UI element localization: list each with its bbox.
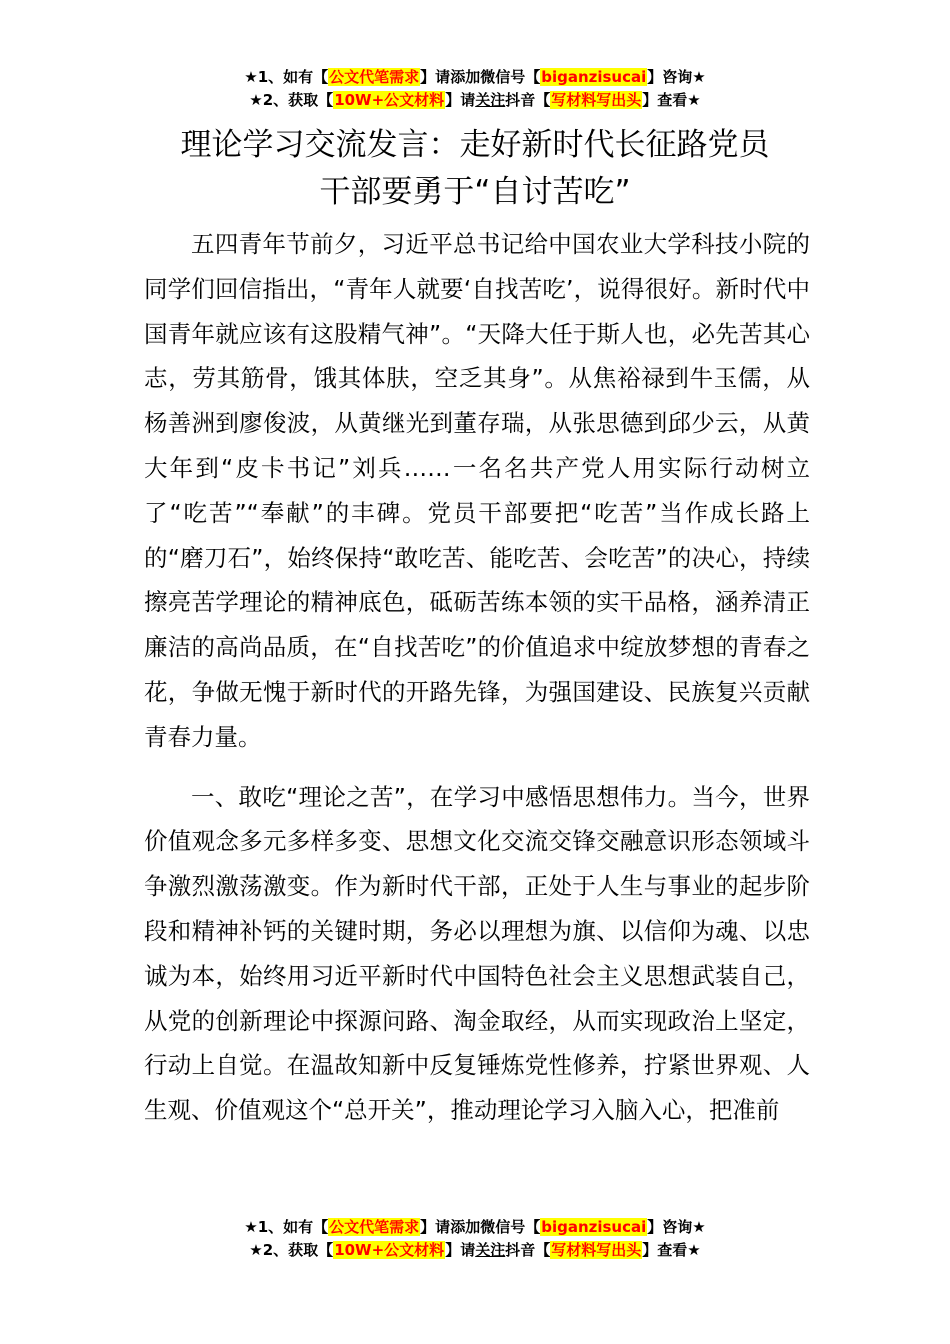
header-banner bbox=[0, 66, 950, 112]
title-line-1: 理论学习交流发言：走好新时代长征路党员 bbox=[180, 127, 770, 163]
document-title bbox=[0, 122, 950, 216]
banner-text: 】咨询★ bbox=[647, 68, 706, 86]
banner-highlight: 10W+公文材料 bbox=[334, 1241, 445, 1259]
banner-highlight: 公文代笔需求 bbox=[329, 68, 420, 86]
banner-line-1 bbox=[0, 66, 950, 89]
banner-text: 微信号【 bbox=[480, 1218, 541, 1236]
banner-text: ★2、获取【 bbox=[249, 1241, 334, 1259]
banner-highlight: 10W+公文材料 bbox=[334, 91, 445, 109]
banner-text: 抖音【 bbox=[505, 1241, 551, 1259]
banner-emphasis: 添加 bbox=[450, 1218, 481, 1236]
banner-text: 】请 bbox=[445, 91, 476, 109]
banner-line-1 bbox=[0, 1216, 950, 1239]
banner-highlight: 公文代笔需求 bbox=[329, 1218, 420, 1236]
banner-highlight: 写材料写出头 bbox=[551, 1241, 642, 1259]
banner-text: 】咨询★ bbox=[647, 1218, 706, 1236]
footer-banner bbox=[0, 1216, 950, 1262]
banner-text: ★1、如有【 bbox=[244, 1218, 329, 1236]
banner-highlight: 写材料写出头 bbox=[551, 91, 642, 109]
banner-highlight: biganzisucai bbox=[541, 68, 647, 86]
banner-text: 】查看★ bbox=[642, 1241, 701, 1259]
banner-text: 】请 bbox=[420, 1218, 451, 1236]
body-paragraph: 一、敢吃“理论之苦”，在学习中感悟思想伟力。当今，世界价值观念多元多样多变、思想文化交流交锋交融意识形态领域斗争激烈激荡激变。作为新时代干部，正处于人生与事业的起步阶段和精神补钙的关键时期，务必以理想为旗、以信仰为魂、以忠诚为本，始终用习近平新时代中国特色社会主义思想武装自己，从党的创新理论中探源问路、淘金取经，从而实现政治上坚定，行动上自觉。在温故知新中反复锤炼党性修养，拧紧世界观、人生观、价值观这个“总开关”，推动理论学习入脑入心，把准前 bbox=[144, 782, 810, 1125]
title-line-2: 干部要勇于“自讨苦吃” bbox=[319, 174, 631, 210]
banner-text: 】查看★ bbox=[642, 91, 701, 109]
banner-text: 】请 bbox=[445, 1241, 476, 1259]
banner-emphasis: 关注 bbox=[475, 1241, 506, 1259]
document-body bbox=[144, 222, 810, 1133]
banner-line-2 bbox=[0, 89, 950, 112]
body-paragraph: 五四青年节前夕，习近平总书记给中国农业大学科技小院的同学们回信指出，“青年人就要‘自找苦吃’，说得很好。新时代中国青年就应该有这股精气神”。“天降大任于斯人也，必先苦其心志，劳其筋骨，饿其体肤，空乏其身”。从焦裕禄到牛玉儒，从杨善洲到廖俊波，从黄继光到董存瑞，从张思德到邱少云，从黄大年到“皮卡书记”刘兵……一名名共产党人用实际行动树立了“吃苦”“奉献”的丰碑。党员干部要把“吃苦”当作成长路上的“磨刀石”，始终保持“敢吃苦、能吃苦、会吃苦”的决心，持续擦亮苦学理论的精神底色，砥砺苦练本领的实干品格，涵养清正廉洁的高尚品质，在“自找苦吃”的价值追求中绽放梦想的青春之花，争做无愧于新时代的开路先锋，为强国建设、民族复兴贡献青春力量。 bbox=[144, 230, 810, 751]
banner-emphasis: 添加 bbox=[450, 68, 481, 86]
banner-text: 微信号【 bbox=[480, 68, 541, 86]
banner-text: 抖音【 bbox=[505, 91, 551, 109]
banner-text: ★2、获取【 bbox=[249, 91, 334, 109]
banner-text: ★1、如有【 bbox=[244, 68, 329, 86]
banner-line-2 bbox=[0, 1239, 950, 1262]
banner-emphasis: 关注 bbox=[475, 91, 506, 109]
banner-highlight: biganzisucai bbox=[541, 1218, 647, 1236]
banner-text: 】请 bbox=[420, 68, 451, 86]
